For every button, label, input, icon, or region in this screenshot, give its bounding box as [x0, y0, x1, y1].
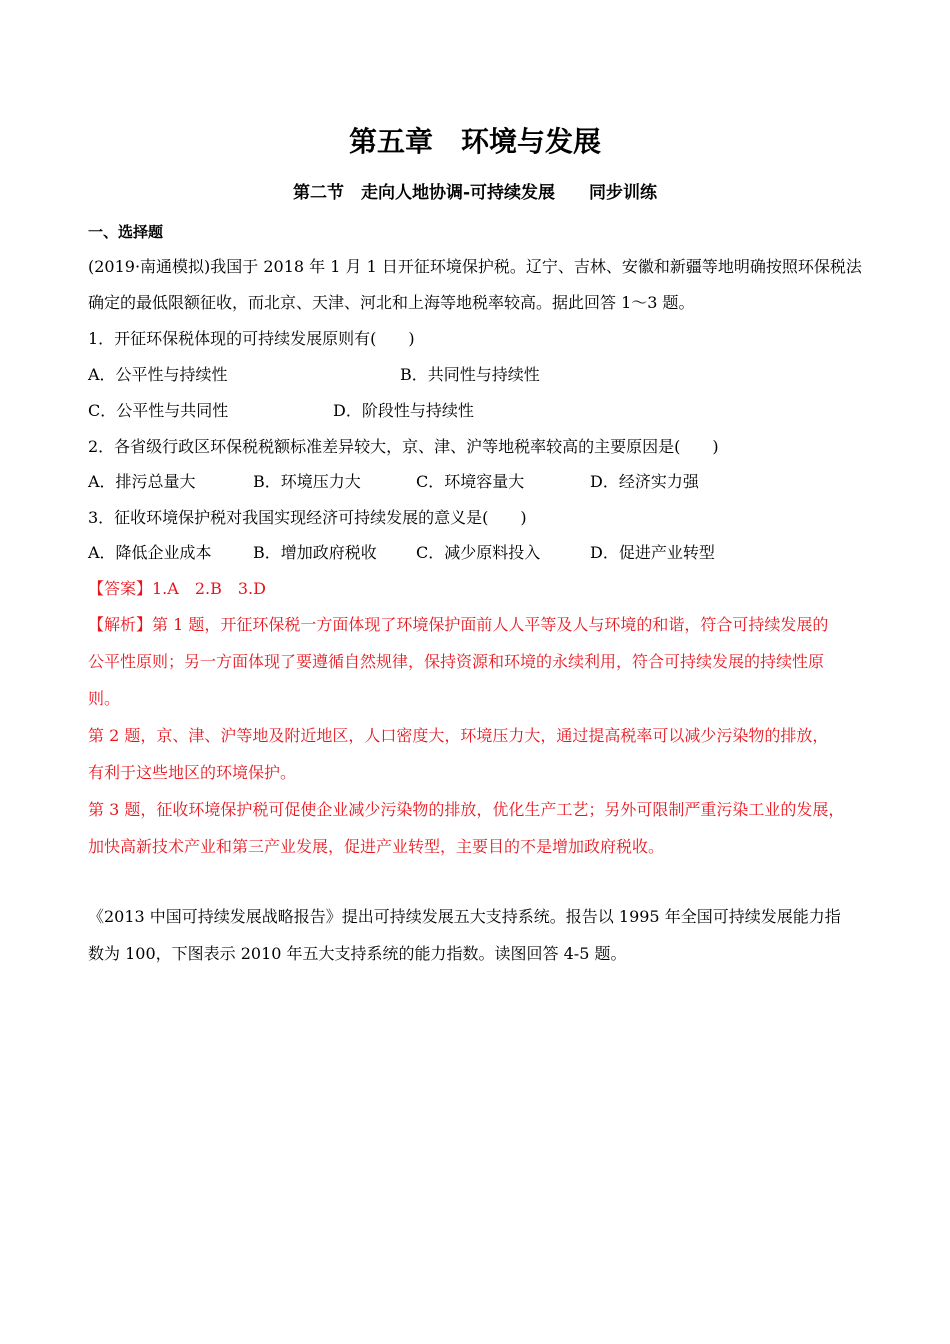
question-3-option-d: D．促进产业转型 — [590, 543, 715, 562]
question-3-option-a: A．降低企业成本 — [88, 543, 212, 562]
answer-line: 【答案】1.A 2.B 3.D — [88, 579, 266, 598]
intro1-line2: 确定的最低限额征收，而北京、天津、河北和上海等地税率较高。据此回答 1～3 题。 — [88, 293, 695, 312]
question-2-option-c: C．环境容量大 — [416, 472, 525, 491]
intro1-line1: (2019·南通模拟)我国于 2018 年 1 月 1 日开征环境保护税。辽宁、吉林、安徽和新疆等地明确按照环保税法 — [88, 257, 862, 276]
part-heading: 一、选择题 — [88, 223, 164, 241]
question-1-option-b: B．共同性与持续性 — [400, 365, 540, 384]
analysis-p1-line1: 【解析】第 1 题，开征环保税一方面体现了环境保护面前人人平等及人与环境的和谐，符合可持续发展的 — [88, 615, 829, 634]
question-1-stem: 1．开征环保税体现的可持续发展原则有( ) — [88, 329, 415, 348]
intro2-line1: 《2013 中国可持续发展战略报告》提出可持续发展五大支持系统。报告以 1995 年全国可持续发展能力指 — [88, 907, 841, 926]
intro2-line2: 数为 100，下图表示 2010 年五大支持系统的能力指数。读图回答 4-5 题。 — [88, 944, 627, 963]
analysis-p2-line2: 有利于这些地区的环境保护。 — [88, 763, 297, 782]
question-1-option-a: A．公平性与持续性 — [88, 365, 228, 384]
question-1-option-d: D．阶段性与持续性 — [333, 401, 474, 420]
analysis-p1-line2: 公平性原则；另一方面体现了要遵循自然规律，保持资源和环境的永续利用，符合可持续发展的持续性原 — [88, 652, 825, 671]
chapter-title: 第五章 环境与发展 — [348, 125, 601, 158]
analysis-p1-line3: 则。 — [88, 689, 121, 708]
question-2-stem: 2．各省级行政区环保税税额标准差异较大，京、津、沪等地税率较高的主要原因是( ) — [88, 437, 719, 456]
question-3-option-b: B．增加政府税收 — [253, 543, 377, 562]
question-2-option-d: D．经济实力强 — [590, 472, 699, 491]
question-2-option-a: A．排污总量大 — [88, 472, 196, 491]
question-1-option-c: C．公平性与共同性 — [88, 401, 229, 420]
question-3-stem: 3．征收环境保护税对我国实现经济可持续发展的意义是( ) — [88, 508, 527, 527]
analysis-p3-line1: 第 3 题，征收环境保护税可促使企业减少污染物的排放，优化生产工艺；另外可限制严重污染工业的发展， — [88, 800, 845, 819]
analysis-p2-line1: 第 2 题，京、津、沪等地及附近地区，人口密度大，环境压力大，通过提高税率可以减少污染物的排放， — [88, 726, 829, 745]
question-3-option-c: C．减少原料投入 — [416, 543, 541, 562]
analysis-p3-line2: 加快高新技术产业和第三产业发展，促进产业转型，主要目的不是增加政府税收。 — [88, 837, 665, 856]
question-2-option-b: B．环境压力大 — [253, 472, 361, 491]
section-title: 第二节 走向人地协调-可持续发展 同步训练 — [292, 183, 658, 203]
